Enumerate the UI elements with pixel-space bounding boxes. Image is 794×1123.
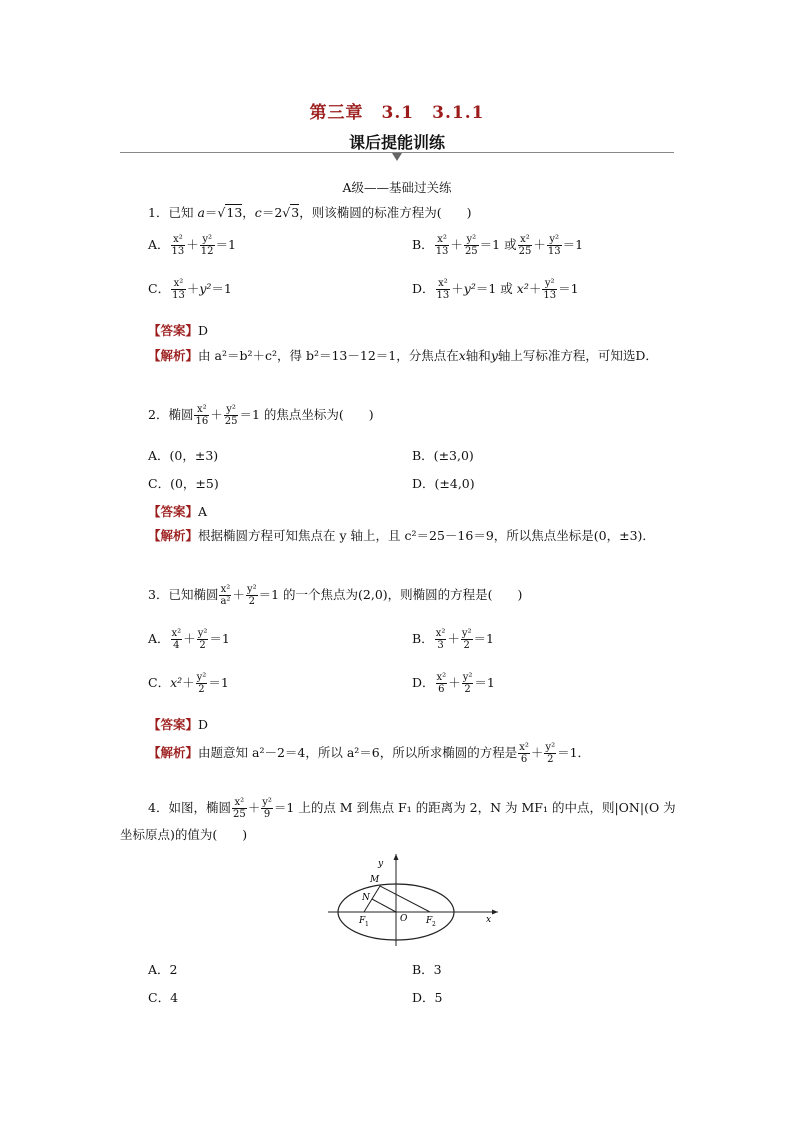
y-axis-arrow-icon	[394, 854, 399, 860]
q3-stem: 3．已知椭圆 $\frac{\text{x²}}{\text{a²}}$ ＋ $\frac{\text{y²}}{2}$ ＝1 的一个焦点为(2,0)，则椭圆的方程是( )	[148, 584, 523, 607]
q2-stem: 2．椭圆 $\frac{\text{x²}}{16}$ ＋ $\frac{\text{y²}}{25}$ ＝1 的焦点坐标为( )	[148, 404, 374, 427]
segment-on	[372, 899, 396, 912]
q1-option-a: A． $\frac{\text{x²}}{13}$ ＋ $\frac{\text{y²}}{12}$ ＝1	[148, 234, 236, 257]
q2-option-b: B．(±3,0)	[412, 448, 474, 463]
q1-option-b: B． $\frac{\text{x²}}{13}$ ＋ $\frac{\text{y²}}{25}$ ＝1 或 $\frac{\text{x²}}{25}$ ＋ $\frac{\text{y²}}{13}$ ＝1	[412, 234, 584, 257]
q4-option-a: A．2	[148, 962, 178, 977]
q3-analysis: 【解析】由题意知 a²－2＝4，所以 a²＝6，所以所求椭圆的方程是 $\frac{\text{x²}}{6}$ ＋ $\frac{\text{y²}}{2}$ ＝1．	[148, 742, 591, 765]
q3-option-c: C．x²＋ $\frac{\text{y²}}{2}$ ＝1	[148, 672, 229, 695]
q3-option-b: B． $\frac{\text{x²}}{3}$ ＋ $\frac{\text{y²}}{2}$ ＝1	[412, 628, 494, 651]
q1-option-d: D． $\frac{\text{x²}}{13}$ ＋y²＝1 或 x²＋ $\frac{\text{y²}}{13}$ ＝1	[412, 278, 579, 301]
q4-stem: 4．如图，椭圆 $\frac{\text{x²}}{25}$ ＋ $\frac{\text{y²}}{9}$ ＝1 上的点 M 到焦点 F₁ 的距离为 2，N 为 MF₁ 的中点，则|ON|(O 为坐标原点)的值为( )	[120, 797, 676, 842]
label-f2: F	[426, 916, 433, 926]
q3-answer: 【答案】D	[148, 717, 209, 732]
label-n: N	[362, 893, 370, 903]
q4-option-b: B．3	[412, 962, 442, 977]
q4-option-d: D．5	[412, 990, 443, 1005]
label-f1: F	[359, 916, 366, 926]
q2-analysis: 【解析】根据椭圆方程可知焦点在 y 轴上，且 c²＝25－16＝9，所以焦点坐标是(0，±3)．	[148, 528, 655, 543]
q2-option-a: A．(0，±3)	[148, 448, 219, 463]
label-o: O	[400, 914, 408, 924]
divider-marker-icon	[392, 153, 402, 161]
q2-option-d: D．(±4,0)	[412, 476, 475, 491]
q1-analysis: 【解析】由 a²＝b²＋c²，得 b²＝13－12＝1，分焦点在x轴和y轴上写标准方程，可知选D．	[148, 348, 658, 363]
q1-stem: 1．已知 a＝√13，c＝2√3，则该椭圆的标准方程为( )	[148, 205, 472, 220]
chapter-title: 第三章 3.1 3.1.1	[309, 103, 485, 123]
section-subtitle: 课后提能训练	[348, 133, 445, 152]
q2-answer: 【答案】A	[148, 504, 208, 519]
ellipse-figure	[322, 850, 502, 950]
q1-answer: 【答案】D	[148, 323, 209, 338]
level-heading: A级——基础过关练	[342, 180, 452, 195]
x-axis-arrow-icon	[492, 910, 498, 915]
q3-option-d: D． $\frac{\text{x²}}{6}$ ＋ $\frac{\text{y²}}{2}$ ＝1	[412, 672, 495, 695]
label-m: M	[370, 875, 380, 885]
label-y: y	[378, 859, 384, 869]
q2-option-c: C．(0，±5)	[148, 476, 219, 491]
segment-mf2	[380, 886, 430, 912]
label-f1-sub: 1	[365, 921, 369, 928]
q4-option-c: C．4	[148, 990, 179, 1005]
label-f2-sub: 2	[432, 921, 436, 928]
label-x: x	[486, 915, 492, 925]
q3-option-a: A． $\frac{\text{x²}}{4}$ ＋ $\frac{\text{y²}}{2}$ ＝1	[148, 628, 230, 651]
q1-option-c: C． $\frac{\text{x²}}{13}$ ＋y²＝1	[148, 278, 232, 301]
